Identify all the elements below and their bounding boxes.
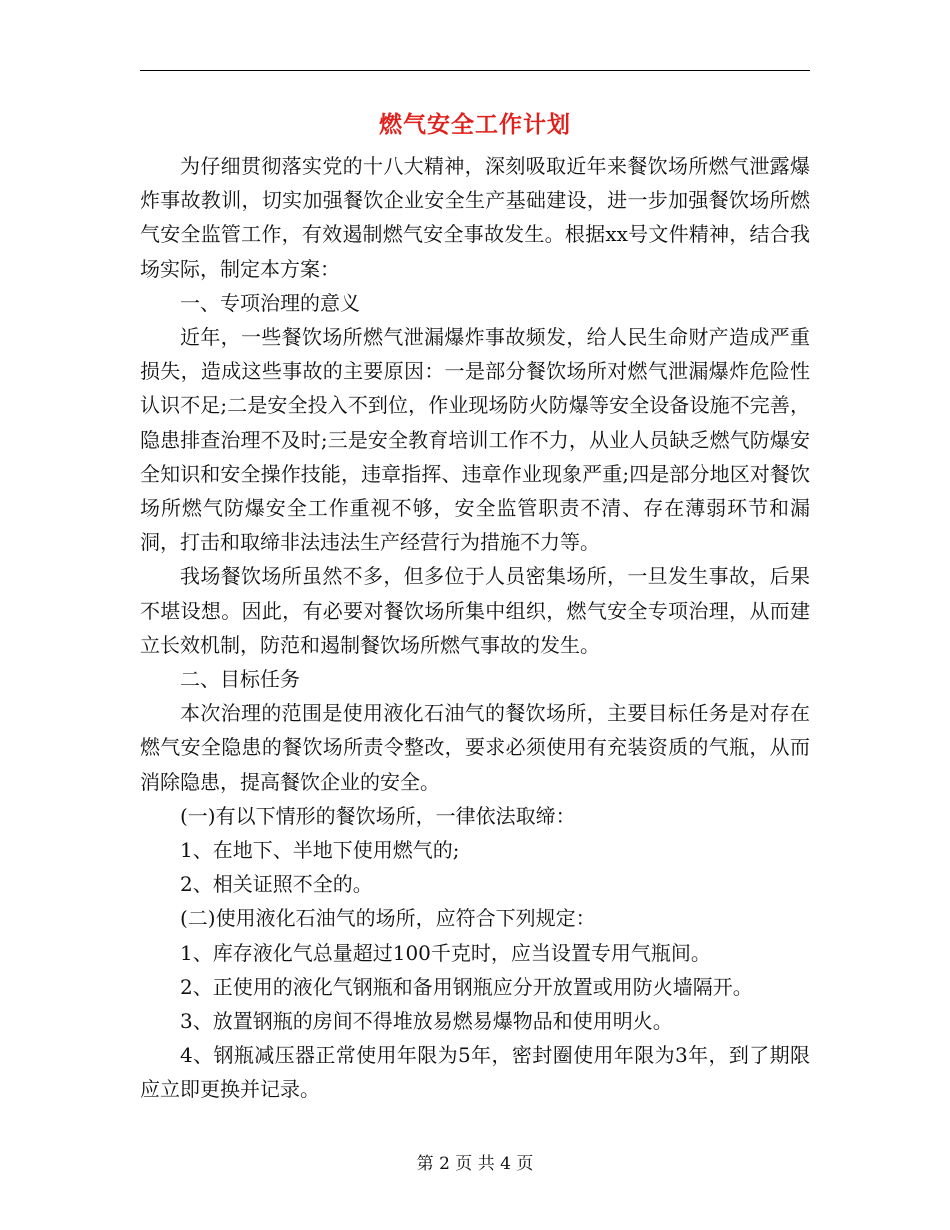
targets-paragraph: 本次治理的范围是使用液化石油气的餐饮场所，主要目标任务是对存在燃气安全隐患的餐饮场所责令整改，要求必须使用有充装资质的气瓶，从而消除隐患，提高餐饮企业的安全。 [140,701,810,794]
necessity-paragraph: 我场餐饮场所虽然不多，但多位于人员密集场所，一旦发生事故，后果不堪设想。因此，有必要对餐饮场所集中组织，燃气安全专项治理，从而建立长效机制，防范和遏制餐饮场所燃气事故的发生。 [140,564,810,657]
intro-paragraph: 为仔细贯彻落实党的十八大精神，深刻吸取近年来餐饮场所燃气泄露爆炸事故教训，切实加强餐饮企业安全生产基础建设，进一步加强餐饮场所燃气安全监管工作，有效遏制燃气安全事故发生。根据xx号文件精神，结合我场实际，制定本方案： [140,154,810,281]
list-item: 1、在地下、半地下使用燃气的; [180,838,460,863]
subsection-rules: (二)使用液化石油气的场所，应符合下列规定： [180,906,596,931]
document-body [140,149,810,1107]
list-item: 2、正使用的液化气钢瓶和备用钢瓶应分开放置或用防火墙隔开。 [180,974,753,999]
page-footer: 第 2 页 共 4 页 [416,1154,534,1174]
document-title: 燃气安全工作计划 [379,111,571,138]
significance-paragraph: 近年，一些餐饮场所燃气泄漏爆炸事故频发，给人民生命财产造成严重损失，造成这些事故的主要原因：一是部分餐饮场所对燃气泄漏爆炸危险性认识不足;二是安全投入不到位，作业现场防火防爆等安全设备设施不完善，隐患排查治理不及时;三是安全教育培训工作不力，从业人员缺乏燃气防爆安全知识和安全操作技能，违章指挥、违章作业现象严重;四是部分地区对餐饮场所燃气防爆安全工作重视不够，安全监管职责不清、存在薄弱环节和漏洞，打击和取缔非法违法生产经营行为措施不力等。 [140,325,810,555]
list-item: 1、库存液化气总量超过100千克时，应当设置专用气瓶间。 [180,940,711,965]
header-rule [140,70,810,71]
section-heading-targets: 二、目标任务 [180,667,300,692]
subsection-ban: (一)有以下情形的餐饮场所，一律依法取缔： [180,803,576,828]
list-item: 3、放置钢瓶的房间不得堆放易燃易爆物品和使用明火。 [180,1009,673,1034]
list-item: 2、相关证照不全的。 [180,872,373,897]
list-item: 4、钢瓶减压器正常使用年限为5年，密封圈使用年限为3年，到了期限应立即更换并记录。 [140,1043,810,1102]
section-heading-significance: 一、专项治理的意义 [180,290,360,315]
